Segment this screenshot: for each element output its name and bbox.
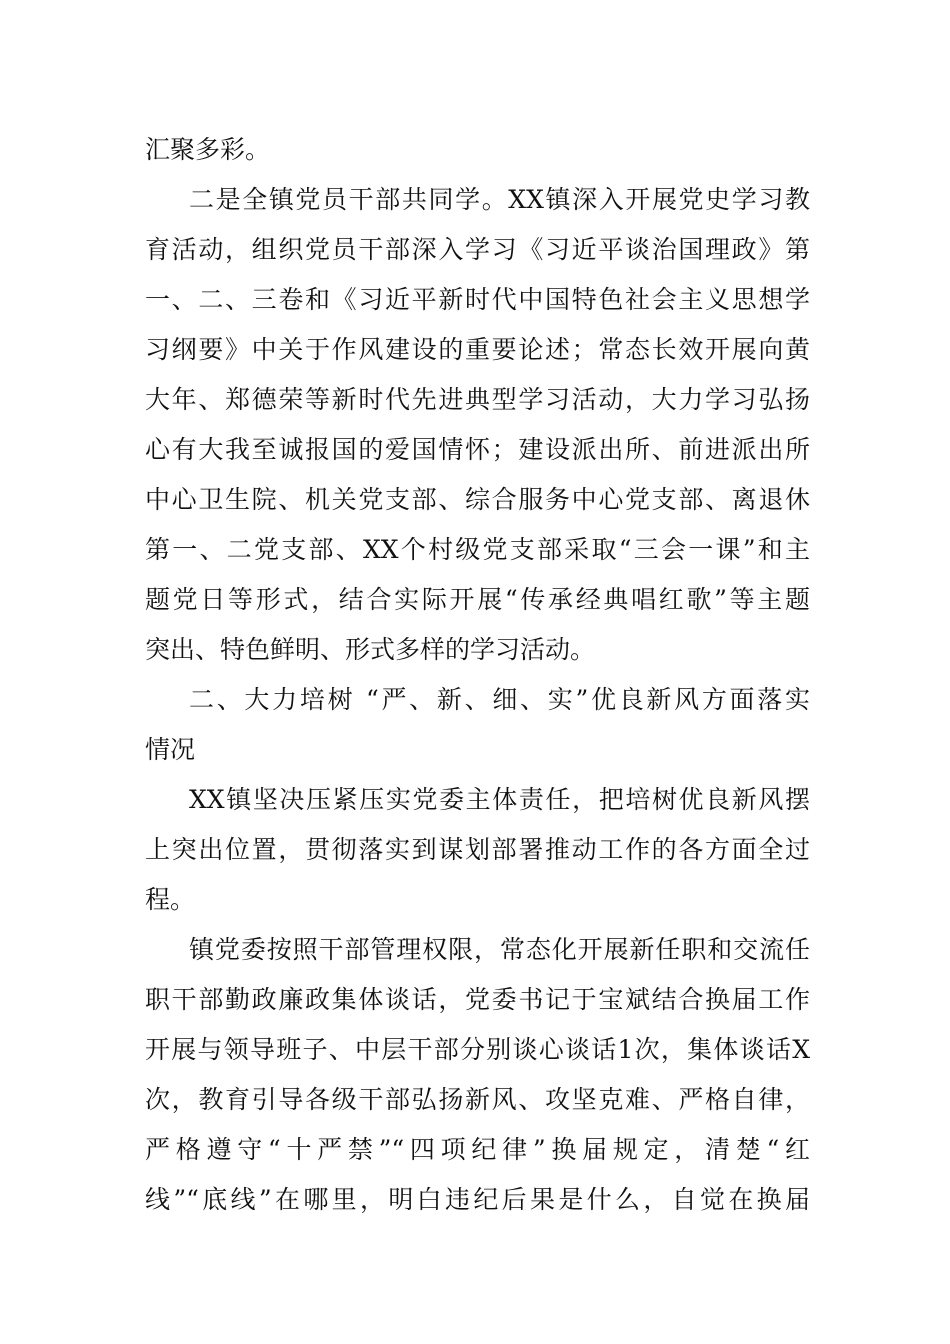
text-line: 第一、二党支部、XX个村级党支部采取“三会一课”和主	[145, 535, 810, 564]
text-line: 突出、特色鲜明、形式多样的学习活动。	[145, 635, 596, 664]
text-line: 镇党委按照干部管理权限，常态化开展新任职和交流任	[189, 935, 810, 964]
text-line: 大年、郑德荣等新时代先进典型学习活动，大力学习弘扬	[145, 385, 810, 414]
text-line: 次，教育引导各级干部弘扬新风、攻坚克难、严格自律，	[145, 1085, 810, 1114]
text-line: 一、二、三卷和《习近平新时代中国特色社会主义思想学	[145, 285, 810, 314]
text-line: 职干部勤政廉政集体谈话，党委书记于宝斌结合换届工作	[145, 985, 810, 1014]
text-line: 线”“底线”在哪里，明白违纪后果是什么，自觉在换届	[145, 1185, 810, 1214]
text-line: 开展与领导班子、中层干部分别谈心谈话1次，集体谈话X	[145, 1035, 810, 1064]
text-line: XX镇坚决压紧压实党委主体责任，把培树优良新风摆	[189, 785, 810, 814]
text-line: 习纲要》中关于作风建设的重要论述；常态长效开展向黄	[145, 335, 810, 364]
text-line: 二是全镇党员干部共同学。XX镇深入开展党史学习教	[189, 185, 810, 214]
text-line: 题党日等形式，结合实际开展“传承经典唱红歌”等主题	[145, 585, 810, 614]
text-line: 中心卫生院、机关党支部、综合服务中心党支部、离退休	[145, 485, 810, 514]
text-line: 严格遵守“十严禁”“四项纪律”换届规定，清楚“红	[145, 1135, 810, 1164]
section-heading	[145, 675, 810, 775]
paragraph-ending	[145, 125, 810, 175]
paragraph-talks	[145, 925, 810, 1225]
text-line: 育活动，组织党员干部深入学习《习近平谈治国理政》第	[145, 235, 810, 264]
text-line: 心有大我至诚报国的爱国情怀；建设派出所、前进派出所	[145, 435, 810, 464]
heading-line: 二、大力培树 “严、新、细、实”优良新风方面落实	[189, 685, 810, 714]
text-line: 程。	[145, 885, 196, 914]
paragraph-responsibility	[145, 775, 810, 925]
text-line: 上突出位置，贯彻落实到谋划部署推动工作的各方面全过	[145, 835, 810, 864]
text-line: 汇聚多彩。	[145, 135, 271, 164]
paragraph-study	[145, 175, 810, 675]
body-text	[145, 125, 810, 1225]
heading-line: 情况	[145, 735, 196, 764]
